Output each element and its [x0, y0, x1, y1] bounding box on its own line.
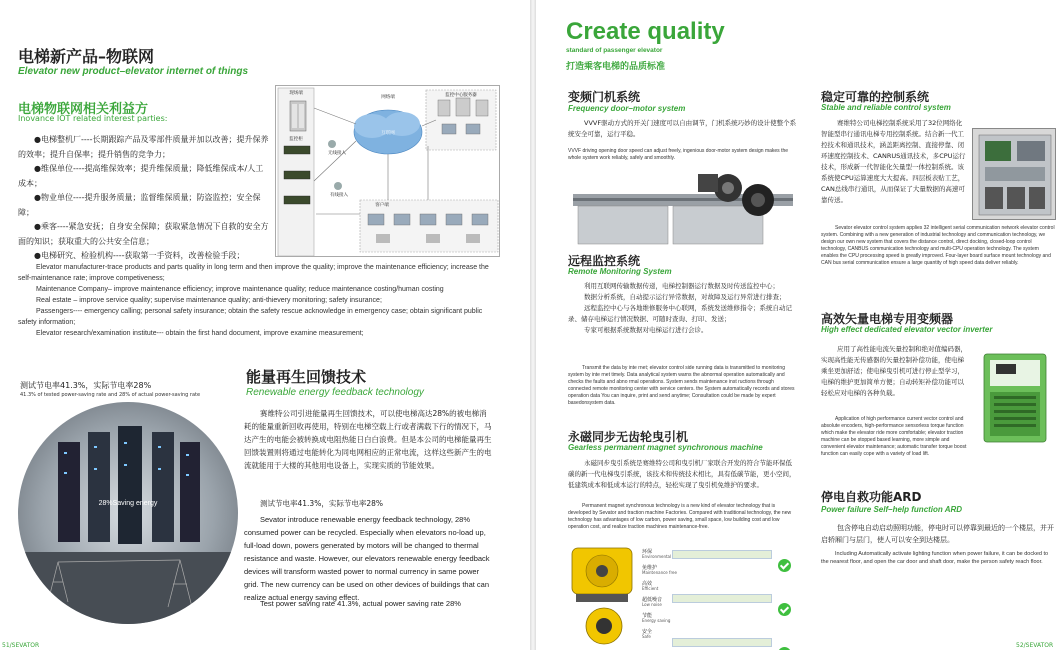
benefits-en-text [18, 262, 498, 339]
ard-heading-zh: 停电自救功能ARD [821, 490, 922, 504]
remote-paragraph: 专家可根据系统数据对电梯运行进行会诊。 [584, 326, 708, 334]
server-rack-illustration [18, 402, 238, 624]
node-monitor: 监控柜 [289, 137, 303, 142]
control-body-zh: 赛维特公司电梯控制系统采用了32位网络化智能型串行通讯电梯专用控制系统。结合新一代工控技术和通讯技术，涵盖距离控制、直接停靠、闭环速度控制技术、CANRUS通讯技术，多CPU运行技术，形成新一代智能化矢量型一体控制系统。该系统使CPU运算速度大大提高。四层板表贴工艺，CAN总线串行通讯，从而保证了大量数据的高速可靠传送。 [821, 119, 966, 204]
node-site: 现场端 [289, 91, 303, 96]
control-heading-zh: 稳定可靠的控制系统 [821, 90, 930, 104]
remote-heading-en: Remote Monitoring System [568, 267, 672, 276]
feature-label: 高效 [642, 581, 653, 587]
ard-heading-en: Power failure Self–help function ARD [821, 505, 963, 514]
feature-label: 超低噪音 [642, 597, 663, 603]
door-heading-zh: 变频门机系统 [568, 90, 641, 104]
remote-paragraph: 利用互联网传输数据传递，电梯控制器运行数据及时传送监控中心； [584, 282, 779, 290]
magnet-heading-zh: 永磁同步无齿轮曳引机 [568, 430, 689, 444]
feature-chart [642, 548, 800, 648]
door-heading-en: Frequency door–motor system [568, 104, 686, 113]
feature-bar [672, 638, 772, 647]
energy-sub-en: Test power saving rate 41.3%, actual power saving rate 28% [260, 599, 461, 608]
node-net: 网络端 [381, 95, 395, 100]
feature-bar [672, 594, 772, 603]
right-title-zh: 打造乘客电梯的品质标准 [566, 62, 666, 72]
benefit-en-paragraph: Maintenance Company– improve maintenance efficiency; improve maintenance quality; reduce maintenance costing/human costing [36, 286, 444, 293]
feature-label-en: Environmental [642, 554, 672, 559]
check-icon [778, 559, 791, 572]
left-title-zh: 电梯新产品–物联网 [18, 47, 155, 66]
control-heading-en: Stable and reliable control system [821, 103, 951, 112]
left-title-en: Elevator new product–elevator internet of things [18, 66, 249, 77]
remote-heading-zh: 远程监控系统 [568, 254, 641, 268]
check-icon [778, 603, 791, 616]
photo-caption: 28%Saving energy [98, 500, 158, 507]
energy-body-en: Sevator introduce renewable energy feedback technology, 28% consumed power can be recycled. Especially when elevators no-load up, full-load down, powers generated by motors will be changed to thermal resistance and waste. However, our elevators renewable energy feedback devices will transform wasted power to normal currency in same power grid. The new currency can be used on other devices of buildings that can realize actual energy saving effect. [244, 515, 490, 602]
benefits-list [18, 133, 270, 264]
remote-paragraph: 数据分析系统，自动提示运行异常数据，对故障及运行异常进行排查； [584, 293, 786, 301]
benefit-en-paragraph: Elevator manufacturer-trace products and parts quality in long term and then improve the quality; improve the maintenance efficiency; increase the self-maintenance rate; improve competiveness; [18, 264, 489, 282]
benefit-en-paragraph: Passengers---- emergency calling; personal safety insurance; obtain the safety rescue acknowledge in emergency case; obtain significant public safety information; [18, 308, 483, 326]
energy-sub-zh: 测试节电率41.3%，实际节电率28% [260, 499, 383, 508]
benefit-en-paragraph: Elevator research/examination institute--- obtain the first hand document, improve examine measurement; [36, 330, 364, 337]
benefit-item: ●维保单位----提高维保效率；提升维保质量；降低维保成本/人工成本； [18, 164, 264, 188]
right-subtitle-en: standard of passenger elevator [566, 47, 663, 54]
iot-diagram-lines [276, 86, 501, 258]
inverter-illustration [974, 348, 1056, 448]
feature-label: 安全 [642, 629, 653, 635]
benefits-heading-zh: 电梯物联网相关利益方 [18, 102, 149, 117]
feature-bar [672, 550, 772, 559]
magnet-body-zh: 永磁同步曳引系统是赛维特公司和曳引机厂家联合开发的符合节能环保低碳的新一代电梯曳引系统，该技术和传统技术相比，具有低碳节能，更小空间，低建筑成本和低成本运行的特点，轻松实现了曳引机免维护的要求。 [568, 459, 796, 489]
energy-body-zh: 赛维特公司引进能量再生回馈技术，可以使电梯高达28%的被电梯消耗的能量重新回收再使用，特别在电梯空载上行或者满载下行的情况下，马达产生的电能会被转换成电阻热能日白白浪费。但是本公司的电梯能量再生回馈装置则将通过电能转化为同电网相应的正常电流，这样这些新产生的电流就能用于大楼的其他用电设备上，实现实质的节能效果。 [244, 409, 492, 470]
feature-label-en: Low noise [642, 602, 662, 607]
benefits-heading-en: Inovance IOT related interest parties: [18, 114, 168, 123]
rate-en: 41.3% of tested power-saving rate and 28% of actual power-saving rate [20, 392, 201, 398]
benefit-item: ●电梯研究、检验机构----获取第一手资料，改善检验手段； [34, 251, 245, 260]
door-machine-image [568, 168, 798, 248]
benefit-item: ●乘客----紧急安抚；自身安全保障；获取紧急情况下自救的安全方面的知识；获取重大的公共安全信息； [18, 222, 269, 246]
feature-label-en: Energy saving [642, 618, 671, 623]
remote-paragraph: 远程监控中心与各地维修服务中心联网，系统发送维修指令；系统自动记录、储存电梯运行情况数据、可随时查询、打印、发送； [568, 304, 792, 323]
benefit-en-paragraph: Real estate – improve service quality; supervise maintenance quality; anti-thievery monitoring; safety insurance; [36, 297, 382, 304]
magnet-heading-en: Gearless permanent magnet synchronous machine [568, 443, 763, 452]
right-page-number: 52/SEVATOR [1016, 642, 1054, 649]
right-page [536, 0, 1060, 650]
inverter-body-zh: 应用了高性能电流矢量控制和绝对值编码器，实现高性能无传感器的矢量控制补偿功能，使电梯乘坐更加舒适；使电梯曳引机可进行停止型学习，电梯的维护更加简单方便；自动转矩补偿功能可以轻松应对电梯的各种负载。 [821, 345, 967, 397]
door-machine-illustration [568, 168, 798, 248]
feature-label: 环保 [642, 549, 653, 555]
ard-body-zh: 包含停电自动启动照明功能，停电时可以停靠到最近的一个楼层，并开启轿厢门与层门，使人可以安全到达楼层。 [821, 524, 1054, 544]
energy-photo [18, 402, 238, 624]
node-server: 监控中心服务器 [445, 93, 477, 98]
feature-label-en: Maintenance free [642, 570, 677, 575]
left-page-number: 51/SEVATOR [2, 642, 40, 649]
control-cabinet-illustration [973, 129, 1057, 221]
traction-machine-image [568, 540, 638, 648]
node-client: 客户端 [375, 203, 389, 208]
right-title-en: Create quality [566, 18, 725, 45]
ard-body-en: Including Automatically activate lighting function when power failure, it can be docked to the nearest floor, and open the car door and shaft door, make the person safety reach floor. [821, 551, 1049, 565]
control-body-en: Sevator elevator control system applies 32 intelligent serial communication network elevator control system. Combining with a new generation of industrial technology and communication technology, we design our own new system that covers the distance control, direct docking, closed-loop control technology, CANBUS communication technology and multi-CPU operation technology. The system enables the CPU processing speed is greatly improved. Four-layer board surface mount technology and CAN bus serial communication ensure a large quantity of high speed data deliver reliably. [821, 225, 1055, 266]
control-cabinet-image [972, 128, 1056, 220]
energy-heading-zh: 能量再生回馈技术 [246, 368, 367, 386]
node-cloud: 互联网 [381, 131, 395, 136]
remote-body-en: Transmit the data by inte rnet; elevator control side running data is transmitted to monitoring system by inte rnet timely. Data analytical system warns the abnormal operation automatically and checks the faults and abno rmal operations. System sends maintenance inst ructions through connected remote monitoring center with service centers. the System automatically records and stores operation data You can inquire, print and send anytime; Consultation could be made by expert basedonsystem data. [568, 365, 795, 406]
iot-diagram [275, 85, 500, 257]
energy-heading-en: Renewable energy feedback technology [246, 387, 424, 398]
traction-machine-illustration [568, 540, 638, 648]
feature-label-en: Safe [642, 634, 651, 639]
magnet-body-en: Permanent magnet synchronous technology is a new kind of elevator technology that is developed by Sevator and traction machine Factories. Compared with traditional technology, the new technology has advantages of low carbon, power saving, small space, low building cost and low operation cost, and realize traction machines maintenance-free. [568, 503, 792, 530]
door-body-zh: VVVF驱动方式的开关门速度可以自由调节，门机系统巧妙的设计使整个系统安全可靠，运行平稳。 [568, 119, 797, 138]
benefit-item: ●物业单位----提升服务质量；监督维保质量；防盗监控；安全保障； [18, 193, 261, 217]
inverter-heading-zh: 高效矢量电梯专用变频器 [821, 312, 954, 326]
node-wired: 有线接入 [330, 193, 348, 198]
inverter-image [974, 348, 1056, 448]
rate-zh: 测试节电率41.3%，实际节电率28% [20, 381, 152, 390]
feature-label: 节能 [642, 613, 653, 619]
feature-label-en: Efficient [642, 586, 659, 591]
node-wireless: 无线接入 [328, 151, 346, 156]
inverter-heading-en: High effect dedicated elevator vector inverter [821, 325, 993, 334]
feature-label: 免维护 [642, 565, 658, 571]
door-body-en: VVVF driving opening door speed can adjust freely, ingenious door-motor system design makes the whole system work reliably, safely and smoothly. [568, 148, 789, 161]
benefit-item: ●电梯整机厂----长期跟踪产品及零部件质量并加以改善；提升保养的效率；提升自保率；提升销售的竞争力； [18, 135, 269, 159]
remote-body-zh [568, 281, 798, 336]
inverter-body-en: Application of high performance current vector control and absolute encoders, high-performance sensorless torque function which make the elevator ride more comfortable; elevator traction machine can be stopped based learning, more simple and convenient elevator maintenance; automatic transfer torque boost function can easily cope with a variety of load lift. [821, 416, 967, 457]
